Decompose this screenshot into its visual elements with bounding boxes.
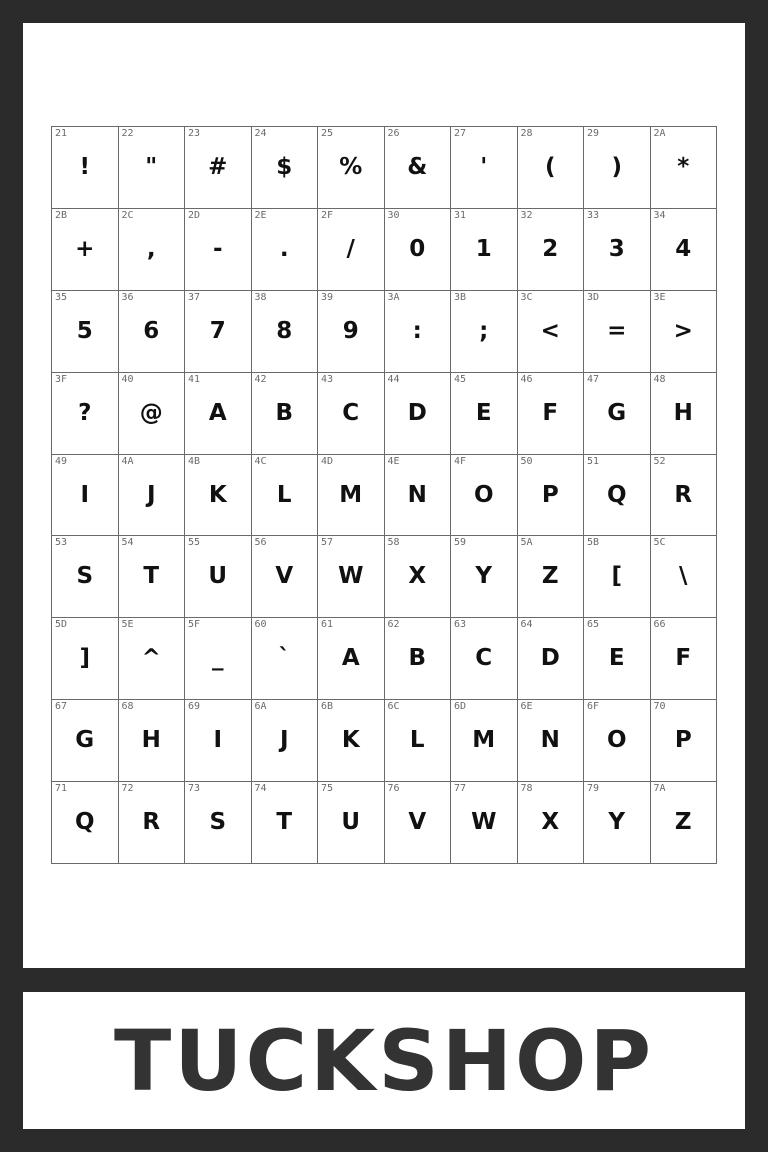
glyph-sample: " xyxy=(145,154,158,180)
glyph-code-label: 4D xyxy=(321,455,334,467)
glyph-code-label: 39 xyxy=(321,291,334,303)
glyph-cell xyxy=(52,127,119,209)
glyph-code-label: 33 xyxy=(587,209,600,221)
glyph-cell xyxy=(518,618,585,700)
glyph-cell xyxy=(185,782,252,864)
glyph-code-label: 6E xyxy=(520,701,533,713)
glyph-sample: E xyxy=(475,399,492,426)
glyph-cell xyxy=(185,127,252,209)
glyph-cell xyxy=(518,209,585,291)
glyph-code-label: 29 xyxy=(587,128,600,139)
glyph-sample: ; xyxy=(479,317,489,344)
glyph-code-label: 6F xyxy=(587,701,600,713)
glyph-cell xyxy=(584,782,651,864)
glyph-sample: T xyxy=(143,563,160,590)
glyph-sample: Q xyxy=(606,481,627,508)
glyph-sample: 2 xyxy=(542,235,559,262)
glyph-code-label: 3C xyxy=(520,291,533,303)
glyph-cell xyxy=(451,618,518,700)
glyph-code-label: 75 xyxy=(321,783,334,795)
glyph-cell xyxy=(52,209,119,291)
glyph-code-label: 28 xyxy=(520,128,533,139)
glyph-sample: I xyxy=(80,481,90,508)
glyph-cell xyxy=(318,127,385,209)
glyph-cell xyxy=(52,291,119,373)
glyph-code-label: 56 xyxy=(254,537,267,549)
glyph-cell xyxy=(518,782,585,864)
glyph-sample: P xyxy=(674,727,692,754)
glyph-sample: T xyxy=(276,809,293,836)
glyph-code-label: 7A xyxy=(653,783,666,795)
glyph-cell xyxy=(52,536,119,618)
glyph-sample: Z xyxy=(674,809,692,836)
glyph-cell xyxy=(185,291,252,373)
glyph-cell xyxy=(385,209,452,291)
glyph-sample: S xyxy=(76,563,94,590)
glyph-code-label: 79 xyxy=(587,783,600,795)
glyph-cell xyxy=(119,700,186,782)
glyph-code-label: 46 xyxy=(520,373,533,385)
glyph-code-label: 5B xyxy=(587,537,600,549)
glyph-code-label: 4A xyxy=(121,455,134,467)
glyph-cell xyxy=(385,782,452,864)
glyph-sample: Z xyxy=(541,563,559,590)
glyph-sample: - xyxy=(212,235,223,262)
glyph-cell xyxy=(185,536,252,618)
glyph-code-label: 70 xyxy=(653,701,666,713)
glyph-sample: ` xyxy=(278,645,290,672)
glyph-code-label: 23 xyxy=(188,128,201,139)
glyph-sample: M xyxy=(339,481,363,508)
glyph-code-label: 22 xyxy=(121,128,134,139)
glyph-cell xyxy=(318,373,385,455)
glyph-code-label: 37 xyxy=(188,291,201,303)
glyph-code-label: 48 xyxy=(653,373,666,385)
glyph-cell xyxy=(318,291,385,373)
glyph-sample: Y xyxy=(475,563,493,590)
glyph-sample: @ xyxy=(139,399,163,426)
glyph-sample: * xyxy=(677,154,690,180)
glyph-cell xyxy=(451,209,518,291)
glyph-code-label: 5C xyxy=(653,537,666,549)
glyph-sample: U xyxy=(341,809,361,836)
glyph-code-label: 2B xyxy=(55,209,68,221)
glyph-cell xyxy=(52,455,119,537)
glyph-cell xyxy=(451,782,518,864)
glyph-sample: H xyxy=(141,727,161,754)
glyph-code-label: 73 xyxy=(188,783,201,795)
glyph-cell xyxy=(52,782,119,864)
glyph-cell xyxy=(252,455,319,537)
glyph-cell xyxy=(119,291,186,373)
glyph-code-label: 60 xyxy=(254,619,267,631)
glyph-code-label: 51 xyxy=(587,455,600,467)
glyph-cell xyxy=(584,618,651,700)
glyph-sample: & xyxy=(407,154,428,180)
glyph-sample: \ xyxy=(679,563,688,590)
glyph-sample: V xyxy=(408,809,427,836)
glyph-code-label: 50 xyxy=(520,455,533,467)
glyph-code-label: 6B xyxy=(321,701,334,713)
glyph-cell xyxy=(119,536,186,618)
glyph-code-label: 2E xyxy=(254,209,267,221)
glyph-cell xyxy=(185,209,252,291)
glyph-sample: W xyxy=(471,809,497,836)
glyph-cell xyxy=(451,127,518,209)
glyph-cell xyxy=(119,455,186,537)
glyph-sample: = xyxy=(607,317,627,344)
glyph-cell xyxy=(318,782,385,864)
glyph-code-label: 76 xyxy=(387,783,400,795)
glyph-sample: P xyxy=(541,481,559,508)
glyph-cell xyxy=(518,373,585,455)
glyph-code-label: 3D xyxy=(587,291,600,303)
glyph-sample: 0 xyxy=(409,235,426,262)
glyph-code-label: 53 xyxy=(55,537,68,549)
glyph-cell xyxy=(451,700,518,782)
glyph-code-label: 3F xyxy=(55,373,68,385)
glyph-sample: Q xyxy=(74,809,95,836)
glyph-code-label: 66 xyxy=(653,619,666,631)
glyph-cell xyxy=(518,127,585,209)
glyph-sample: X xyxy=(408,563,427,590)
glyph-sample: R xyxy=(142,809,161,836)
glyph-cell xyxy=(385,291,452,373)
glyph-sample: # xyxy=(208,154,228,180)
glyph-cell xyxy=(518,455,585,537)
glyph-code-label: 2C xyxy=(121,209,134,221)
glyph-cell xyxy=(584,209,651,291)
glyph-code-label: 36 xyxy=(121,291,134,303)
glyph-code-label: 4B xyxy=(188,455,201,467)
glyph-sample: K xyxy=(341,727,360,754)
glyph-cell xyxy=(252,209,319,291)
glyph-sample: W xyxy=(338,563,364,590)
glyph-cell xyxy=(318,536,385,618)
glyph-sample: L xyxy=(276,481,292,508)
glyph-code-label: 54 xyxy=(121,537,134,549)
glyph-cell xyxy=(584,373,651,455)
glyph-code-label: 72 xyxy=(121,783,134,795)
glyph-cell xyxy=(584,700,651,782)
glyph-code-label: 62 xyxy=(387,619,400,631)
glyph-code-label: 2F xyxy=(321,209,334,221)
glyph-sample: > xyxy=(673,317,693,344)
glyph-sample: 3 xyxy=(608,235,625,262)
glyph-cell xyxy=(651,700,718,782)
glyph-code-label: 4F xyxy=(454,455,467,467)
glyph-cell xyxy=(518,291,585,373)
glyph-cell xyxy=(651,618,718,700)
glyph-cell xyxy=(119,782,186,864)
glyph-sample: A xyxy=(208,399,227,426)
glyph-sample: O xyxy=(606,727,627,754)
glyph-sample: J xyxy=(279,727,289,754)
glyph-cell xyxy=(119,127,186,209)
font-name-title: TUCKSHOP xyxy=(113,1011,655,1110)
glyph-code-label: 44 xyxy=(387,373,400,385)
glyph-code-label: 61 xyxy=(321,619,334,631)
glyph-cell xyxy=(318,455,385,537)
glyph-code-label: 27 xyxy=(454,128,467,139)
glyph-cell xyxy=(451,455,518,537)
glyph-sample: I xyxy=(213,727,223,754)
glyph-code-label: 77 xyxy=(454,783,467,795)
glyph-code-label: 24 xyxy=(254,128,267,139)
glyph-cell xyxy=(52,700,119,782)
glyph-sample: D xyxy=(407,399,427,426)
glyph-cell xyxy=(119,209,186,291)
glyph-code-label: 65 xyxy=(587,619,600,631)
glyph-sample: < xyxy=(540,317,560,344)
glyph-cell xyxy=(52,373,119,455)
glyph-sample: % xyxy=(339,154,363,180)
glyph-code-label: 32 xyxy=(520,209,533,221)
glyph-sample: C xyxy=(475,645,493,672)
glyph-cell xyxy=(451,291,518,373)
glyph-sample: L xyxy=(409,727,425,754)
glyph-sample: , xyxy=(146,235,156,262)
glyph-cell xyxy=(252,127,319,209)
glyph-code-label: 49 xyxy=(55,455,68,467)
glyph-code-label: 69 xyxy=(188,701,201,713)
glyph-cell xyxy=(385,536,452,618)
glyph-cell xyxy=(651,536,718,618)
glyph-sample: C xyxy=(342,399,360,426)
glyph-code-label: 3E xyxy=(653,291,666,303)
glyph-cell xyxy=(584,455,651,537)
glyph-code-label: 5A xyxy=(520,537,533,549)
glyph-code-label: 57 xyxy=(321,537,334,549)
glyph-sample: _ xyxy=(212,645,224,672)
glyph-sample: X xyxy=(541,809,560,836)
glyph-code-label: 2A xyxy=(653,128,666,139)
glyph-cell xyxy=(185,700,252,782)
glyph-cell xyxy=(385,373,452,455)
glyph-cell xyxy=(318,618,385,700)
glyph-chart-panel xyxy=(23,23,745,968)
glyph-sample: M xyxy=(472,727,496,754)
glyph-code-label: 4C xyxy=(254,455,267,467)
glyph-sample: 9 xyxy=(342,317,359,344)
glyph-sample: V xyxy=(275,563,294,590)
glyph-sample: ' xyxy=(480,154,488,180)
glyph-code-label: 26 xyxy=(387,128,400,139)
glyph-code-label: 64 xyxy=(520,619,533,631)
glyph-cell xyxy=(318,700,385,782)
glyph-code-label: 34 xyxy=(653,209,666,221)
glyph-sample: G xyxy=(607,399,627,426)
glyph-cell xyxy=(385,618,452,700)
glyph-code-label: 55 xyxy=(188,537,201,549)
glyph-code-label: 41 xyxy=(188,373,201,385)
glyph-cell xyxy=(651,373,718,455)
glyph-sample: ! xyxy=(79,154,90,180)
glyph-code-label: 30 xyxy=(387,209,400,221)
glyph-sample: ] xyxy=(79,645,90,672)
glyph-sample: B xyxy=(408,645,427,672)
glyph-cell xyxy=(651,127,718,209)
glyph-sample: G xyxy=(75,727,95,754)
glyph-sample: R xyxy=(674,481,693,508)
glyph-sample: B xyxy=(275,399,294,426)
glyph-sample: ( xyxy=(544,154,556,180)
glyph-cell xyxy=(651,455,718,537)
glyph-code-label: 2D xyxy=(188,209,201,221)
glyph-sample: N xyxy=(540,727,560,754)
glyph-sample: A xyxy=(341,645,360,672)
glyph-cell xyxy=(518,536,585,618)
glyph-sample: D xyxy=(540,645,560,672)
glyph-code-label: 31 xyxy=(454,209,467,221)
glyph-sample: 6 xyxy=(143,317,160,344)
glyph-code-label: 68 xyxy=(121,701,134,713)
glyph-cell xyxy=(451,373,518,455)
glyph-code-label: 6C xyxy=(387,701,400,713)
glyph-cell xyxy=(252,782,319,864)
glyph-code-label: 78 xyxy=(520,783,533,795)
glyph-sample: ) xyxy=(611,154,622,180)
glyph-code-label: 47 xyxy=(587,373,600,385)
glyph-cell xyxy=(119,373,186,455)
glyph-code-label: 45 xyxy=(454,373,467,385)
glyph-code-label: 42 xyxy=(254,373,267,385)
glyph-code-label: 74 xyxy=(254,783,267,795)
glyph-cell xyxy=(119,618,186,700)
glyph-cell xyxy=(185,373,252,455)
glyph-sample: N xyxy=(407,481,427,508)
glyph-cell xyxy=(584,291,651,373)
glyph-cell xyxy=(252,291,319,373)
glyph-code-label: 3B xyxy=(454,291,467,303)
glyph-code-label: 38 xyxy=(254,291,267,303)
glyph-sample: S xyxy=(209,809,227,836)
glyph-sample: J xyxy=(146,481,156,508)
glyph-code-label: 25 xyxy=(321,128,334,139)
glyph-code-label: 67 xyxy=(55,701,68,713)
glyph-sample: 1 xyxy=(475,235,492,262)
glyph-code-label: 71 xyxy=(55,783,68,795)
glyph-code-label: 43 xyxy=(321,373,334,385)
glyph-sample: H xyxy=(673,399,693,426)
glyph-cell xyxy=(584,536,651,618)
glyph-sample: 7 xyxy=(209,317,226,344)
glyph-cell xyxy=(252,536,319,618)
glyph-code-label: 40 xyxy=(121,373,134,385)
glyph-cell xyxy=(651,209,718,291)
glyph-cell xyxy=(584,127,651,209)
glyph-code-label: 21 xyxy=(55,128,68,139)
glyph-code-label: 5F xyxy=(188,619,201,631)
glyph-cell xyxy=(518,700,585,782)
glyph-cell xyxy=(651,782,718,864)
glyph-cell xyxy=(651,291,718,373)
glyph-sample: ^ xyxy=(141,645,161,672)
glyph-code-label: 3A xyxy=(387,291,400,303)
glyph-sample: 5 xyxy=(76,317,93,344)
glyph-sample: $ xyxy=(276,154,293,180)
glyph-sample: : xyxy=(412,317,422,344)
glyph-sample: U xyxy=(208,563,228,590)
glyph-cell xyxy=(52,618,119,700)
glyph-code-label: 58 xyxy=(387,537,400,549)
glyph-cell xyxy=(385,700,452,782)
glyph-sample: / xyxy=(346,235,355,262)
glyph-cell xyxy=(318,209,385,291)
glyph-code-label: 52 xyxy=(653,455,666,467)
glyph-cell xyxy=(185,618,252,700)
glyph-code-label: 5E xyxy=(121,619,134,631)
glyph-cell xyxy=(451,536,518,618)
glyph-cell xyxy=(385,455,452,537)
glyph-cell xyxy=(252,373,319,455)
glyph-cell xyxy=(385,127,452,209)
glyph-sample: Y xyxy=(608,809,626,836)
glyph-sample: 8 xyxy=(276,317,293,344)
glyph-cell xyxy=(185,455,252,537)
glyph-code-label: 6D xyxy=(454,701,467,713)
glyph-grid xyxy=(51,126,717,864)
glyph-sample: F xyxy=(675,645,692,672)
glyph-sample: + xyxy=(75,235,95,262)
glyph-sample: O xyxy=(473,481,494,508)
glyph-sample: 4 xyxy=(675,235,692,262)
glyph-code-label: 5D xyxy=(55,619,68,631)
glyph-cell xyxy=(252,618,319,700)
font-name-banner xyxy=(23,992,745,1129)
glyph-sample: . xyxy=(279,235,289,262)
glyph-sample: E xyxy=(608,645,625,672)
glyph-code-label: 4E xyxy=(387,455,400,467)
glyph-sample: K xyxy=(208,481,227,508)
glyph-code-label: 59 xyxy=(454,537,467,549)
glyph-sample: ? xyxy=(78,399,92,426)
glyph-sample: [ xyxy=(611,563,622,590)
glyph-code-label: 35 xyxy=(55,291,68,303)
glyph-sample: F xyxy=(542,399,559,426)
glyph-code-label: 6A xyxy=(254,701,267,713)
glyph-code-label: 63 xyxy=(454,619,467,631)
glyph-cell xyxy=(252,700,319,782)
